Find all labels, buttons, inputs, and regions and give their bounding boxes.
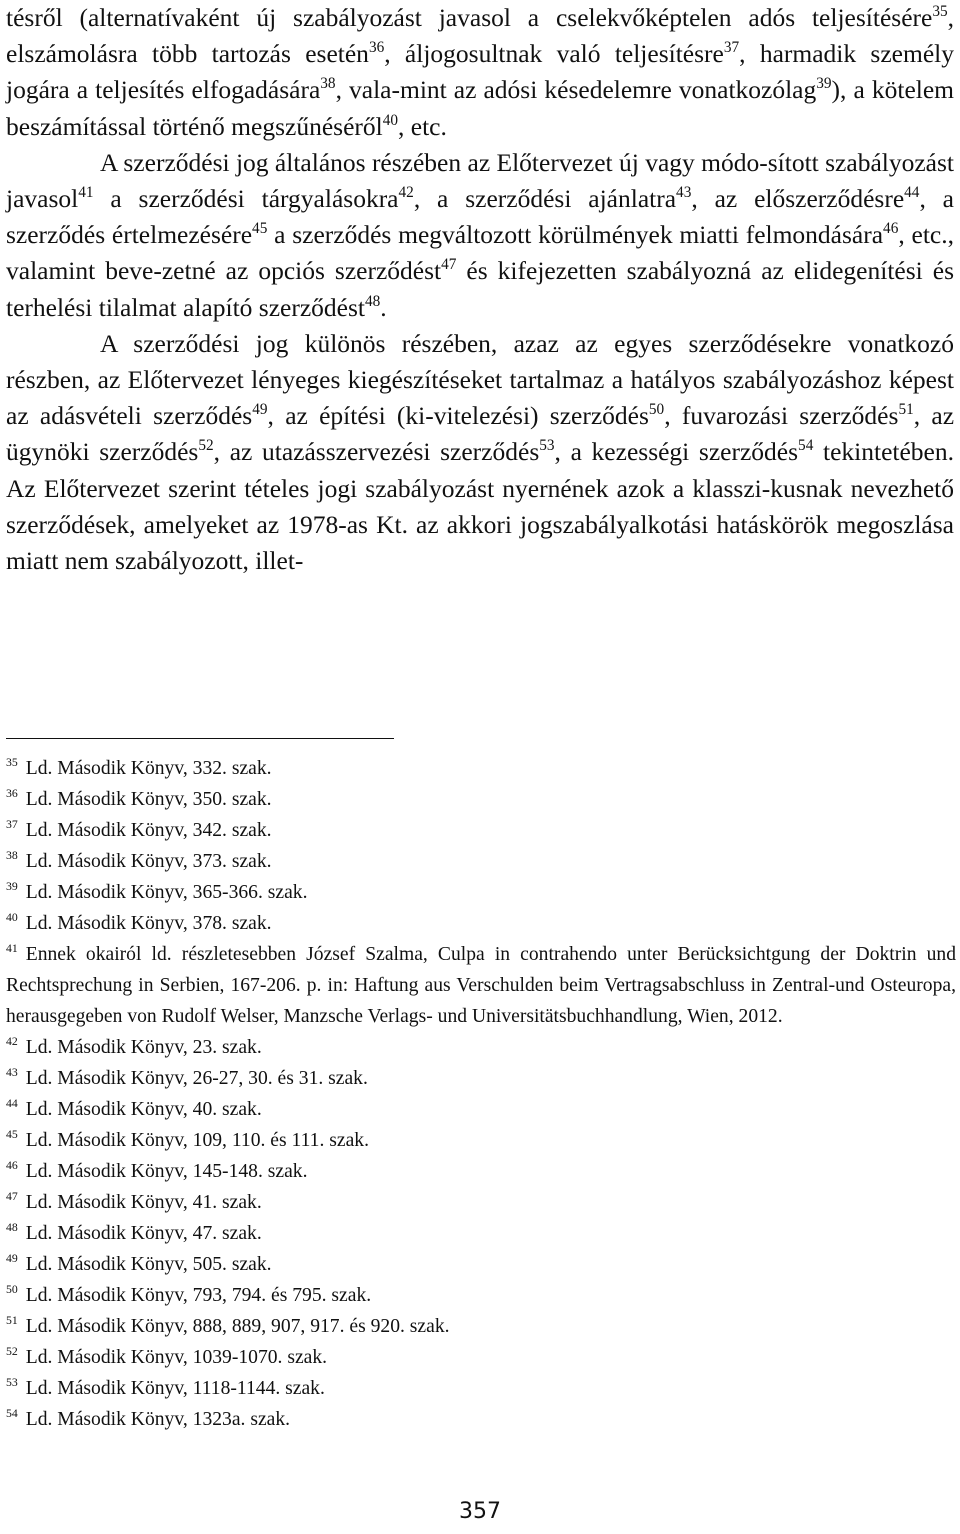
footnote [6,1156,956,1187]
footnote-ref: 49 [252,401,268,419]
text-run: ), a kötelem beszámítással történő megszűnéséről [6,75,954,141]
footnote-number: 49 [6,1252,18,1266]
footnote-text: Ld. Második Könyv, 365-366. szak. [25,882,308,903]
footnote [6,877,956,908]
footnote-ref: 38 [320,75,336,93]
footnote-text: Ld. Második Könyv, 1323a. szak. [25,1409,291,1430]
text-run: és kifejezetten szabályozná az elidegenítési és terhelési tilalmat alapító szerződést [6,256,954,322]
body-text [6,0,954,579]
footnote-text: Ld. Második Könyv, 41. szak. [25,1192,262,1213]
text-run: , elszámolásra több tartozás esetén [6,3,954,69]
footnote [6,1125,956,1156]
footnote [6,1311,956,1342]
footnote-ref: 47 [441,256,457,274]
footnote-text: Ld. Második Könyv, 373. szak. [25,851,272,872]
footnote-ref: 44 [904,184,920,202]
footnote [6,1404,956,1435]
footnote-ref: 46 [883,220,899,238]
footnote-ref: 40 [382,111,399,129]
footnote-text: Ld. Második Könyv, 888, 889, 907, 917. és 920. szak. [25,1316,450,1337]
footnote-ref: 39 [816,75,832,93]
footnote-number: 48 [6,1221,18,1235]
text-run: , az ügynöki szerződés [6,401,955,467]
page-number: 357 [459,1499,501,1524]
text-run: A szerződési jog általános részében az Előtervezet új vagy módo-sított szabályozást javasol [6,147,954,214]
paragraph [6,326,954,579]
footnote-ref: 45 [252,220,268,238]
text-run: A szerződési jog különös részében, azaz az egyes szerződésekre vonatkozó részben, az Előtervezet lényeges kiegészítéseket tartalmaz a hatályos szabályozáshoz képest az adásvételi szerződés [6,328,954,431]
text-run: , a szerződés értelmezésére [6,184,955,250]
footnote-number: 46 [6,1159,18,1173]
footnote-text: Ld. Második Könyv, 40. szak. [25,1099,262,1120]
footnote [6,1094,956,1125]
footnote [6,846,956,877]
footnote [6,1187,956,1218]
footnote-text: Ld. Második Könyv, 342. szak. [25,820,272,841]
footnote-text: Ld. Második Könyv, 505. szak. [25,1254,272,1275]
footnote [6,1063,956,1094]
footnote-text: Ennek okairól ld. részletesebben József Szalma, Culpa in contrahendo unter Berücksichtgung der Doktrin und Rechtsprechung in Serbien, 167-206. p. in: Haftung aus Verschulden beim Vertragsabschluss in Zentral-und Osteuropa, herausgegeben von Rudolf Welser, Manzsche Verlags- und Universitätsbuchhandlung, Wien, 2012. [6,944,956,1027]
footnote-number: 39 [6,880,18,894]
footnote-ref: 54 [798,437,814,455]
text-run: , a szerződési ajánlatra [413,184,677,214]
footnote-text: Ld. Második Könyv, 145-148. szak. [25,1161,308,1182]
footnote-number: 51 [6,1314,18,1328]
footnote-number: 41 [6,942,18,956]
footnote-ref: 48 [364,292,381,310]
footnote-ref: 43 [676,184,692,202]
footnote-text: Ld. Második Könyv, 1039-1070. szak. [25,1347,328,1368]
footnote-number: 47 [6,1190,18,1204]
text-run: , harmadik személy jogára a teljesítés elfogadására [6,39,954,105]
footnote-number: 43 [6,1066,18,1080]
text-run: a szerződés megváltozott körülmények miatti felmondására [267,220,884,250]
footnote-number: 35 [6,756,18,770]
footnote-ref: 41 [78,184,94,202]
footnote [6,908,956,939]
footnote-text: Ld. Második Könyv, 378. szak. [25,913,272,934]
footnote-number: 40 [6,911,18,925]
text-run: , az előszerződésre [691,184,905,214]
text-run: tekintetében. Az Előtervezet szerint tételes jogi szabályozást nyernének azok a klasszi-kusnak nevezhető szerződések, amelyeket az 1978-as Kt. az akkori jogszabályalkotási hatáskörök megoszlása miatt nem szabályozott, illet- [6,437,954,576]
footnote-text: Ld. Második Könyv, 332. szak. [25,758,272,779]
footnote [6,1032,956,1063]
footnote-text: Ld. Második Könyv, 47. szak. [25,1223,262,1244]
footnote [6,1249,956,1280]
text-run: , fuvarozási szerződés [664,401,899,431]
text-run: , etc. [398,111,447,141]
footnote-number: 52 [6,1345,18,1359]
footnote-ref: 51 [898,401,914,419]
footnote-number: 53 [6,1376,18,1390]
footnote [6,1280,956,1311]
footnote [6,784,956,815]
footnote-separator [6,738,394,739]
footnote-text: Ld. Második Könyv, 23. szak. [25,1037,262,1058]
text-run: . [380,292,387,322]
footnote-number: 45 [6,1128,18,1142]
text-run: , vala-mint az adósi késedelemre vonatkozólag [335,75,817,105]
footnote-number: 37 [6,818,18,832]
footnote-ref: 53 [539,437,555,455]
text-run: , az utazásszervezési szerződés [213,437,540,467]
footnote-text: Ld. Második Könyv, 350. szak. [25,789,272,810]
text-run: a szerződési tárgyalásokra [93,184,399,214]
footnote-number: 42 [6,1035,18,1049]
footnote [6,1342,956,1373]
footnote-text: Ld. Második Könyv, 793, 794. és 795. szak. [25,1285,372,1306]
footnote-ref: 36 [368,39,385,57]
footnote [6,815,956,846]
footnote-number: 44 [6,1097,18,1111]
footnote-ref: 37 [723,39,740,57]
paragraph [6,0,954,145]
text-run: , az építési (ki-vitelezési) szerződés [267,401,649,431]
footnote-number: 38 [6,849,18,863]
footnote [6,939,956,1032]
text-run: , áljogosultnak való teljesítésre [384,39,724,69]
footnote-number: 50 [6,1283,18,1297]
footnote-text: Ld. Második Könyv, 1118-1144. szak. [25,1378,325,1399]
footnote [6,753,956,784]
text-run: tésről (alternatívaként új szabályozást javasol a cselekvőképtelen adós teljesítésére [6,3,933,32]
text-run: , etc., valamint beve-zetné az opciós szerződést [6,220,954,286]
text-run: , a kezességi szerződés [554,437,799,467]
footnote [6,1218,956,1249]
paragraph [6,145,954,326]
footnote-text: Ld. Második Könyv, 109, 110. és 111. szak. [25,1130,369,1151]
footnote [6,1373,956,1404]
footnotes [6,753,956,1435]
footnote-ref: 52 [198,437,214,455]
footnote-ref: 35 [932,3,948,21]
footnote-ref: 50 [648,401,665,419]
footnote-ref: 42 [398,184,414,202]
footnote-text: Ld. Második Könyv, 26-27, 30. és 31. szak. [25,1068,368,1089]
footnote-number: 36 [6,787,18,801]
footnote-number: 54 [6,1407,18,1421]
